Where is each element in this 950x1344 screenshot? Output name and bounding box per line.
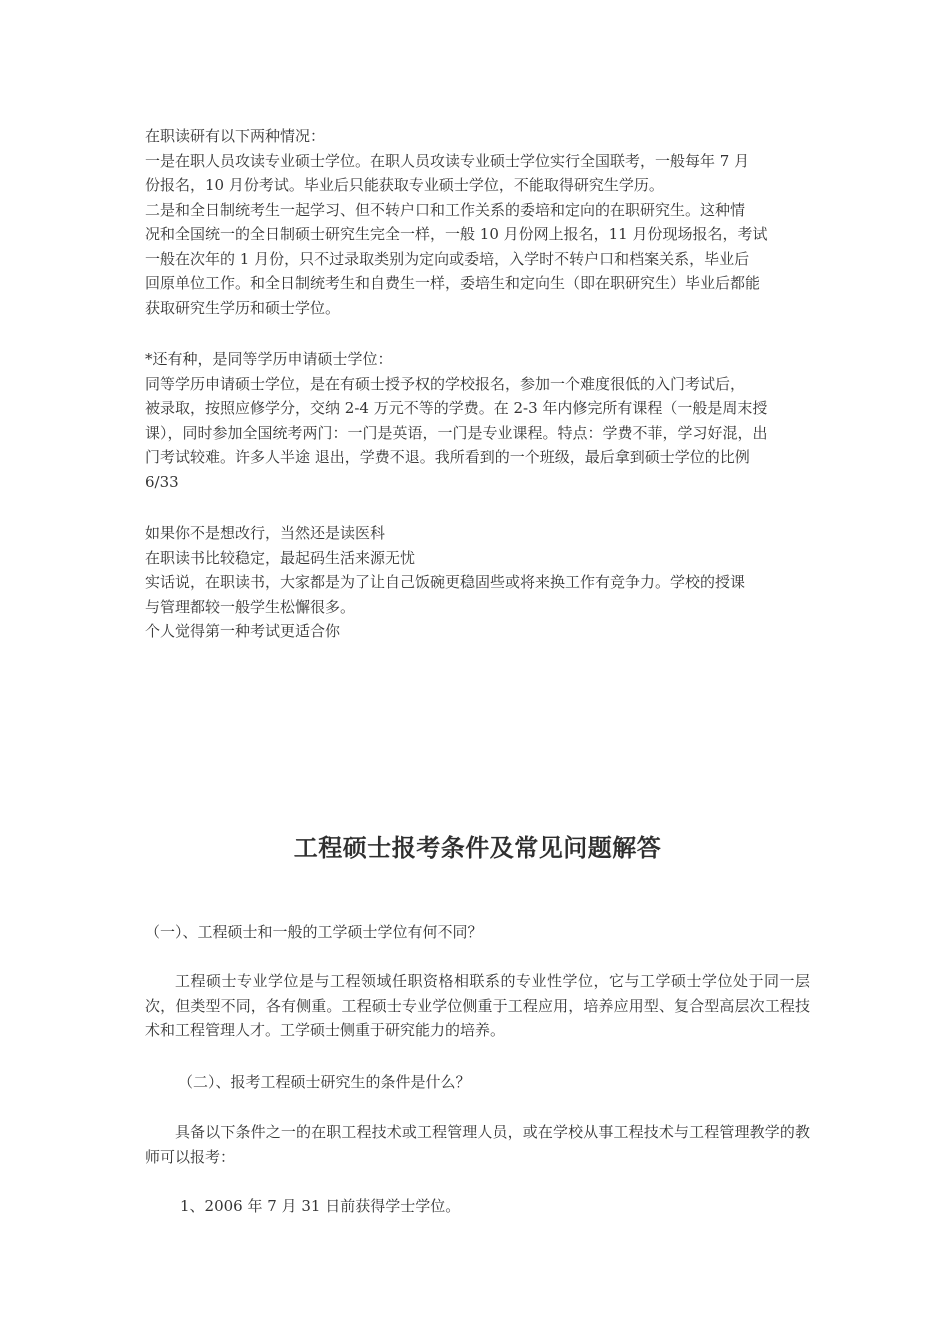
text-line: 被录取，按照应修学分，交纳 2-4 万元不等的学费。在 2-3 年内修完所有课程（一般是周末授 <box>145 399 768 417</box>
text-line: 获取研究生学历和硕士学位。 <box>145 298 341 317</box>
text-line: 一是在职人员攻读专业硕士学位。在职人员攻读专业硕士学位实行全国联考，一般每年 7 月 <box>145 151 750 170</box>
intro-section <box>145 124 810 320</box>
text-line: 回原单位工作。和全日制统考生和自费生一样，委培生和定向生（即在职研究生）毕业后都能 <box>145 274 761 292</box>
text-line: 课），同时参加全国统考两门：一门是英语，一门是专业课程。特点：学费不菲，学习好混，出 <box>145 423 768 442</box>
text-line: 如果你不是想改行，当然还是读医科 <box>145 524 386 542</box>
text-line: 门考试较难。许多人半途 退出，学费不退。我所看到的一个班级，最后拿到硕士学位的比例 <box>145 448 750 466</box>
text-line: 份报名，10 月份考试。毕业后只能获取专业硕士学位，不能取得研究生学历。 <box>145 176 664 194</box>
advice-section <box>145 521 810 644</box>
text-line: 在职读研有以下两种情况： <box>145 127 326 145</box>
document-title: 工程硕士报考条件及常见问题解答 <box>293 833 662 862</box>
text-line: *还有种，是同等学历申请硕士学位： <box>145 350 393 368</box>
text-line: 6/33 <box>145 472 179 491</box>
question-2: （二）、报考工程硕士研究生的条件是什么？ <box>178 1073 471 1091</box>
condition-item-1: 1、2006 年 7 月 31 日前获得学士学位。 <box>180 1197 461 1215</box>
text-line: 个人觉得第一种考试更适合你 <box>145 622 341 640</box>
text-line: 与管理都较一般学生松懈很多。 <box>145 597 356 616</box>
equivalent-degree-section <box>145 347 810 494</box>
text-line: 实话说，在职读书，大家都是为了让自己饭碗更稳固些或将来换工作有竞争力。学校的授课 <box>145 573 746 591</box>
text-line: 同等学历申请硕士学位，是在有硕士授予权的学校报名，参加一个难度很低的入门考试后， <box>145 374 746 393</box>
answer-2: 具备以下条件之一的在职工程技术或工程管理人员，或在学校从事工程技术与工程管理教学的教师可以报考： <box>145 1123 810 1166</box>
text-line: 在职读书比较稳定，最起码生活来源无忧 <box>145 548 416 567</box>
text-line: 况和全国统一的全日制硕士研究生完全一样，一般 10 月份网上报名，11 月份现场报名，考试 <box>145 225 768 243</box>
text-line: 二是和全日制统考生一起学习、但不转户口和工作关系的委培和定向的在职研究生。这种情 <box>145 200 746 219</box>
text-line: 一般在次年的 1 月份，只不过录取类别为定向或委培，入学时不转户口和档案关系，毕业后 <box>145 249 750 268</box>
question-1: （一）、工程硕士和一般的工学硕士学位有何不同？ <box>145 923 483 941</box>
answer-1: 工程硕士专业学位是与工程领域任职资格相联系的专业性学位，它与工学硕士学位处于同一层次，但类型不同，各有侧重。工程硕士专业学位侧重于工程应用，培养应用型、复合型高层次工程技术和工程管理人才。工学硕士侧重于研究能力的培养。 <box>145 972 810 1039</box>
